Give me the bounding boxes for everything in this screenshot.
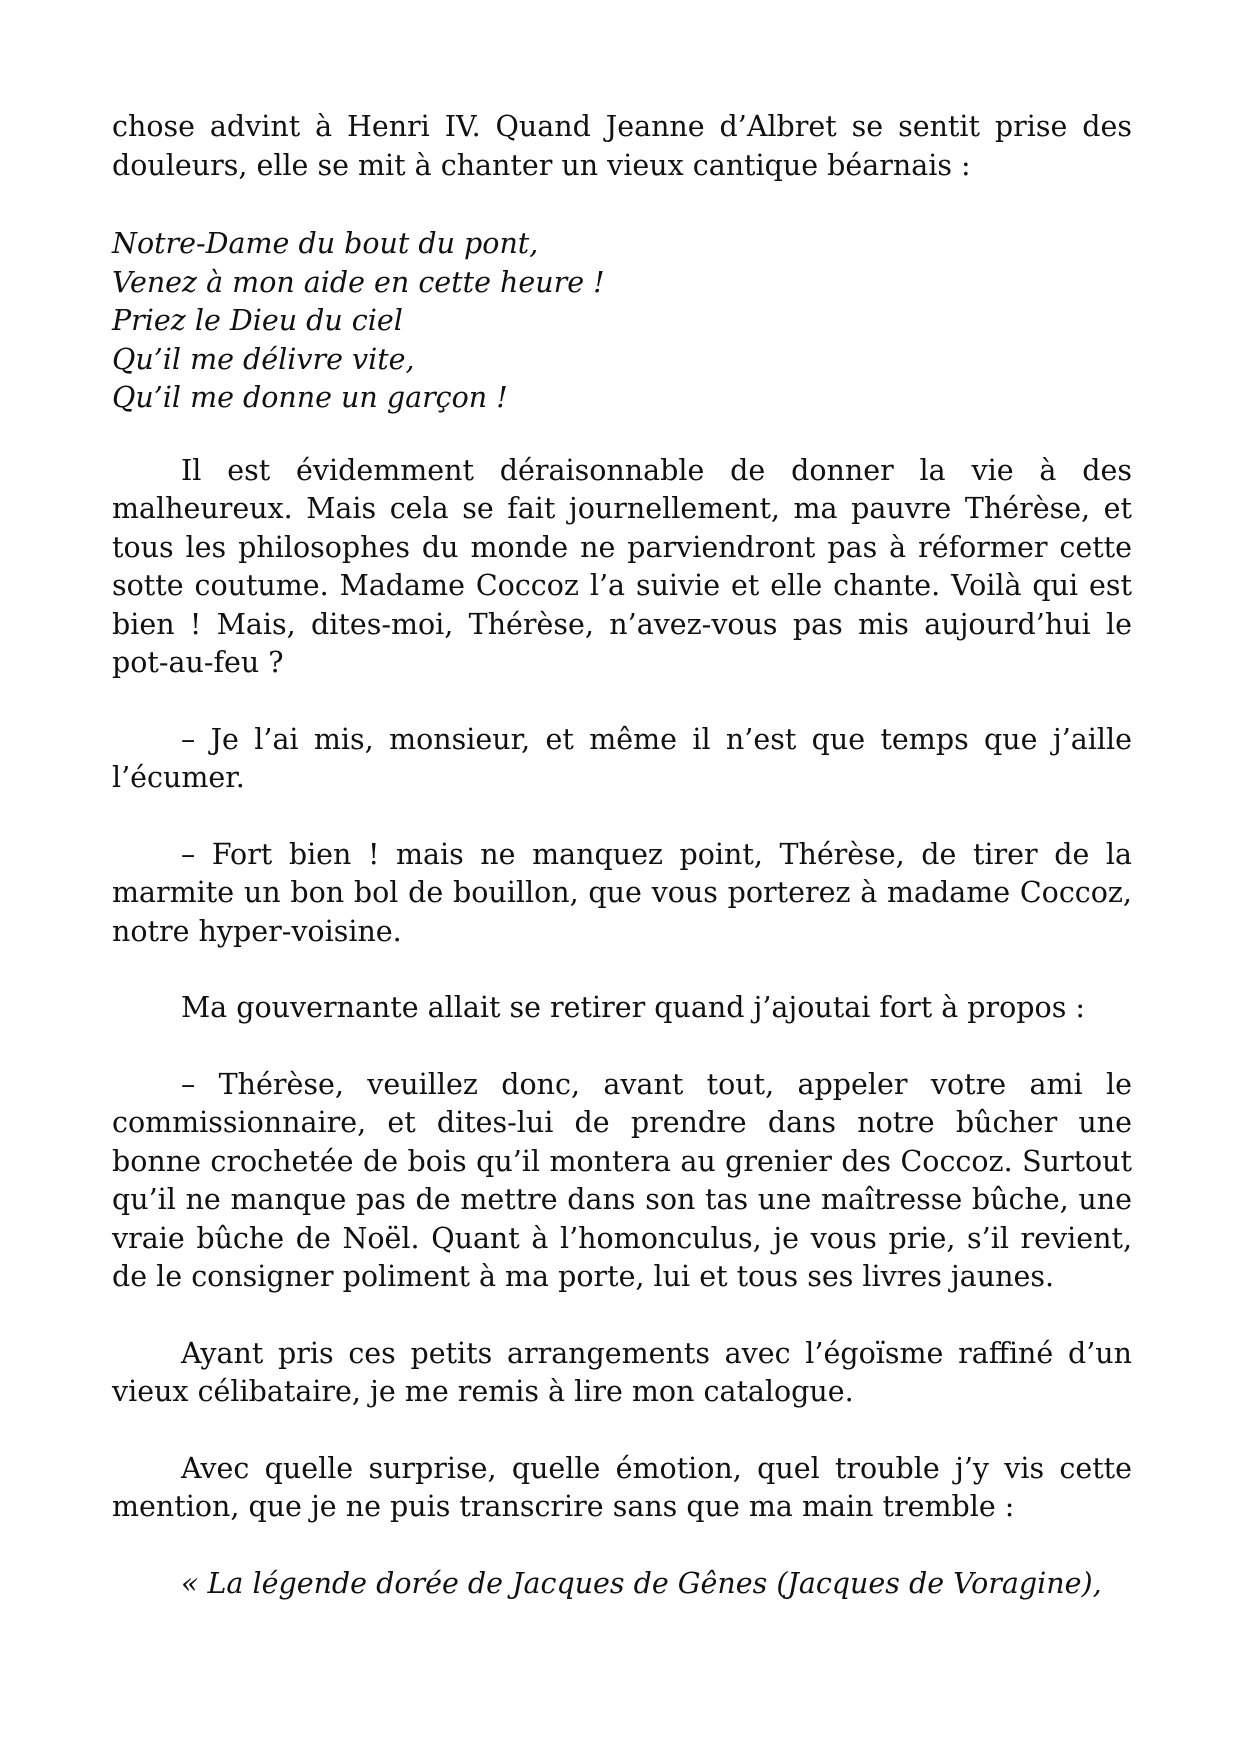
verse-line: Qu’il me délivre vite, [112,342,415,376]
paragraph: Il est évidemment déraisonnable de donner la vie à des malheureux. Mais cela se fait journellement, ma pauvre Thérèse, et tous les philosophes du monde ne parviendront pas à réformer cette sotte coutume. Madame Coccoz l’a suivie et elle chante. Voilà qui est bien ! Mais, dites-moi, Thérèse, n’avez-vous pas mis aujourd’hui le pot-au-feu ? [112,453,1132,679]
dialogue-paragraph: – Je l’ai mis, monsieur, et même il n’est que temps que j’aille l’écumer. [112,722,1132,794]
quotation-paragraph: « La légende dorée de Jacques de Gênes (Jacques de Voragine), [181,1566,1102,1600]
dialogue-paragraph: – Fort bien ! mais ne manquez point, Thérèse, de tirer de la marmite un bon bol de bouillon, que vous porterez à madame Coccoz, notre hyper-voisine. [112,837,1132,948]
verse-line: Venez à mon aide en cette heure ! [112,265,605,299]
paragraph-continuation: chose advint à Henri IV. Quand Jeanne d’Albret se sentit prise des douleurs, elle se mit à chanter un vieux cantique béarnais : [112,110,1132,182]
paragraph: Ayant pris ces petits arrangements avec l’égoïsme raffiné d’un vieux célibataire, je me remis à lire mon catalogue. [112,1336,1132,1408]
document-page [112,108,1132,1603]
paragraph: Avec quelle surprise, quelle émotion, quel trouble j’y vis cette mention, que je ne puis transcrire sans que ma main tremble : [112,1451,1132,1523]
paragraph: Ma gouvernante allait se retirer quand j’ajoutai fort à propos : [181,991,1085,1024]
dialogue-paragraph: – Thérèse, veuillez donc, avant tout, appeler votre ami le commissionnaire, et dites-lui de prendre dans notre bûcher une bonne crochetée de bois qu’il montera au grenier des Coccoz. Surtout qu’il ne manque pas de mettre dans son tas une maîtresse bûche, une vraie bûche de Noël. Quant à l’homonculus, je vous prie, s’il revient, de le consigner poliment à ma porte, lui et tous ses livres jaunes. [112,1067,1132,1293]
verse-line: Notre-Dame du bout du pont, [112,227,539,260]
verse-block [112,225,1132,418]
verse-line: Qu’il me donne un garçon ! [112,381,508,414]
verse-line: Priez le Dieu du ciel [112,304,403,337]
